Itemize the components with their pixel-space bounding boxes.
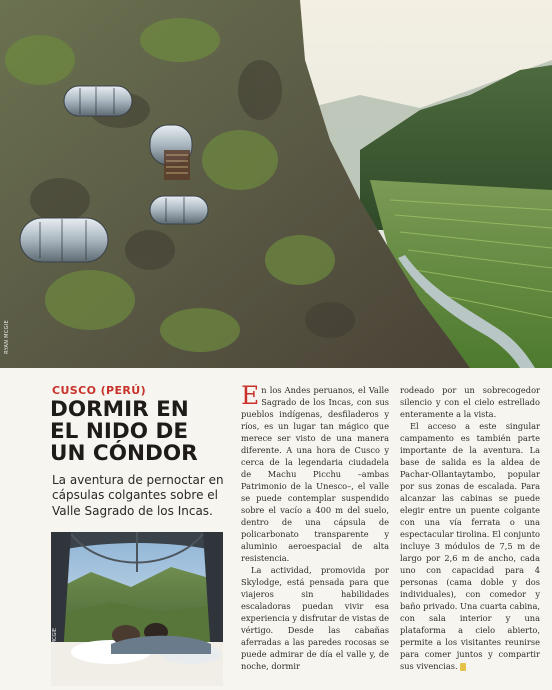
inset-photo (51, 532, 223, 686)
paragraph-1 (241, 381, 389, 564)
paragraph-1-text: n los Andes peruanos, el Valle Sagrado de los Incas, con sus pueblos indígenas, desfiladeros y ríos, es un lugar tan mágico que merece ser visto de una manera diferente. A una hora de Cusco y cerca de la legendaria ciudadela de Machu Picchu –ambas Patrimonio de la Unesco–, el valle se puede contemplar suspendido sobre el vacío a 400 m del suelo, dentro de una cápsula de policarbonato transparente y aluminio aeroespacial de alta resistencia. (241, 385, 389, 563)
paragraph-3 (400, 420, 540, 672)
body-column-2 (400, 384, 540, 672)
inset-photo-credit: RYAN MCGIE (52, 628, 58, 659)
photo-credit: RYAN MCGIE (4, 320, 10, 354)
drop-cap: E (241, 381, 260, 410)
paragraph-2-continued: rodeado por un sobrecogedor silencio y con el cielo estrellado enteramente a la vista. (400, 385, 540, 419)
headline-line-1: DORMIR EN (50, 397, 189, 422)
headline (50, 399, 240, 465)
ghost-text-bleed (0, 372, 46, 690)
paragraph-3-text: El acceso a este singular campamento es también parte importante de la aventura. La base de salida es la aldea de Pachar-Ollantaytambo, popular por sus zonas de escalada. Para alcanzar las cabinas se puede elegir entre un puente colgante con una vía ferrata o una espectacular tirolina. El conjunto incluye 3 módulos de 7,5 m de largo por 2,6 m de ancho, cada uno con capacidad para 4 personas (cama doble y dos individuales), con comedor y baño privado. Una cuarta cabina, con sala interior y una plataforma a cielo abierto, permite a los visitantes reunirse para comer juntos y compartir sus vivencias. (400, 421, 540, 671)
headline-line-3: UN CÓNDOR (50, 441, 198, 466)
paragraph-2: La actividad, promovida por Skylodge, está pensada para que viajeros sin habilidades escaladoras puedan vivir esa experiencia y disfrutar de vistas de vértigo. Desde las cabañas aferradas a las paredes rocosas se puede admirar de día el valle y, de noche, dormir (241, 565, 389, 671)
inset-photo-illustration (51, 532, 223, 686)
headline-line-2: EL NIDO DE (50, 419, 189, 444)
end-mark-icon (460, 663, 466, 671)
body-column-1 (241, 381, 389, 672)
section-kicker: CUSCO (PERÚ) (52, 384, 147, 397)
dek: La aventura de pernoctar en cápsulas colgantes sobre el Valle Sagrado de los Incas. (52, 473, 224, 518)
